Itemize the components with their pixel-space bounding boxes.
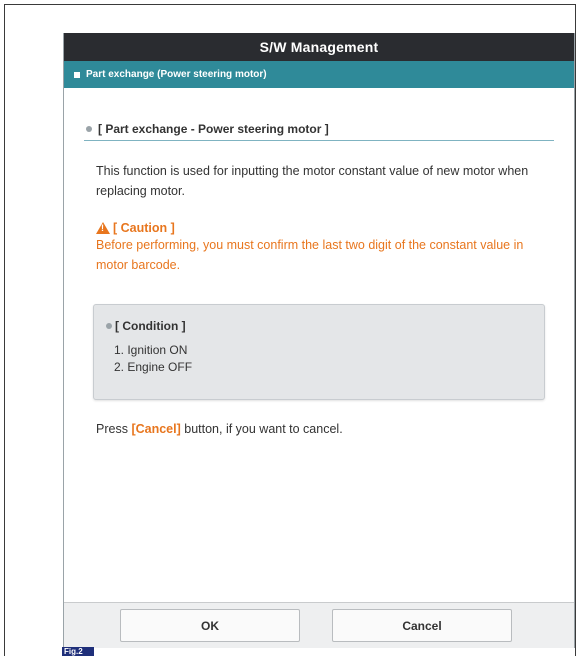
dialog-content xyxy=(64,118,574,436)
sw-management-dialog xyxy=(63,33,575,648)
cancel-instruction-highlight: [Cancel] xyxy=(131,422,181,436)
caution-title xyxy=(96,221,554,235)
function-description: This function is used for inputting the motor constant value of new motor when replacing motor. xyxy=(96,164,529,198)
square-bullet-icon xyxy=(74,72,80,78)
cancel-instruction-suffix: button, if you want to cancel. xyxy=(180,422,343,436)
condition-title-text: [ Condition ] xyxy=(115,319,186,333)
bullet-icon xyxy=(106,323,112,329)
section-heading xyxy=(84,118,554,141)
condition-box xyxy=(93,304,545,400)
bullet-icon xyxy=(86,126,92,132)
caution-title-text: [ Caution ] xyxy=(113,221,175,235)
condition-item: 2. Engine OFF xyxy=(114,360,193,374)
condition-title xyxy=(106,319,532,333)
dialog-title: S/W Management xyxy=(259,39,379,55)
condition-list xyxy=(106,342,532,376)
cancel-instruction-prefix: Press xyxy=(96,422,132,436)
dialog-footer xyxy=(64,602,574,648)
section-heading-text: [ Part exchange - Power steering motor ] xyxy=(98,122,329,136)
ok-button[interactable]: OK xyxy=(120,609,300,642)
warning-icon xyxy=(96,222,110,234)
caution-block xyxy=(84,221,554,275)
caution-text: Before performing, you must confirm the last two digit of the constant value in motor barcode. xyxy=(96,238,524,272)
cancel-instruction xyxy=(84,422,554,436)
figure-label: Fig.2 xyxy=(62,647,94,656)
dialog-subtitle: Part exchange (Power steering motor) xyxy=(86,69,267,80)
dialog-title-bar xyxy=(64,33,574,61)
condition-item: 1. Ignition ON xyxy=(114,343,188,357)
dialog-subtitle-bar xyxy=(64,61,574,88)
cancel-button[interactable]: Cancel xyxy=(332,609,512,642)
